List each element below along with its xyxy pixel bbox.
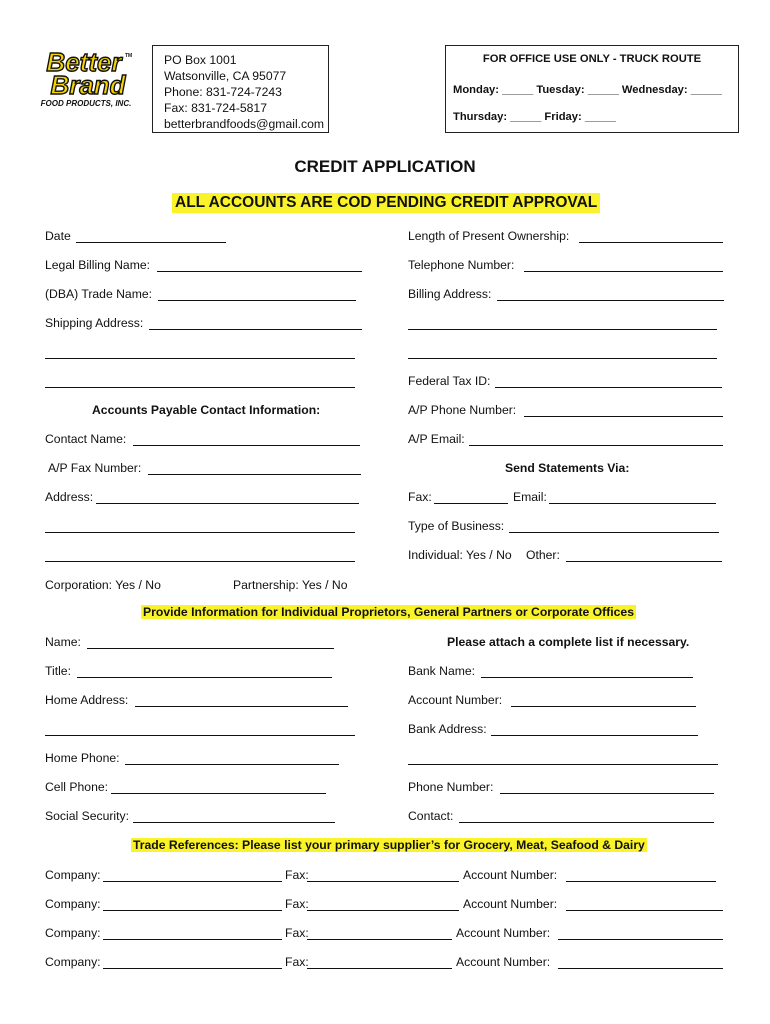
statements-heading: Send Statements Via: <box>505 461 630 475</box>
ap-phone-label: A/P Phone Number: <box>408 403 517 417</box>
bank-name-label: Bank Name: <box>408 664 476 678</box>
bank-address-field[interactable] <box>491 735 698 736</box>
trade-fax-label: Fax: <box>285 955 309 969</box>
trade-company-label: Company: <box>45 926 101 940</box>
ap-contact-heading: Accounts Payable Contact Information: <box>92 403 321 417</box>
trade-company-label: Company: <box>45 897 101 911</box>
attach-list-note: Please attach a complete list if necessary. <box>447 635 690 649</box>
trade-company-label: Company: <box>45 868 101 882</box>
shipping-address-label: Shipping Address: <box>45 316 144 330</box>
ownership-label: Length of Present Ownership: <box>408 229 570 243</box>
legal-billing-name-label: Legal Billing Name: <box>45 258 151 272</box>
federal-tax-label: Federal Tax ID: <box>408 374 491 388</box>
address-field[interactable] <box>96 503 359 504</box>
truck-route-row1: Monday: _____ Tuesday: _____ Wednesday: _____ <box>453 84 722 96</box>
trade-account-label: Account Number: <box>463 868 558 882</box>
shipping-address-field[interactable] <box>149 329 362 330</box>
bank-phone-label: Phone Number: <box>408 780 494 794</box>
home-address-label: Home Address: <box>45 693 129 707</box>
billing-address-field[interactable] <box>497 300 724 301</box>
business-type-label: Type of Business: <box>408 519 505 533</box>
ap-email-field[interactable] <box>469 445 723 446</box>
social-security-field[interactable] <box>133 822 335 823</box>
trade-fax-field[interactable] <box>307 968 452 969</box>
billing-address-line2[interactable] <box>408 329 717 330</box>
other-label: Other: <box>526 548 560 562</box>
trade-company-label: Company: <box>45 955 101 969</box>
account-number-label: Account Number: <box>408 693 503 707</box>
bank-address-label: Bank Address: <box>408 722 487 736</box>
telephone-field[interactable] <box>524 271 723 272</box>
svg-text:Better: Better <box>46 47 122 77</box>
trade-fax-label: Fax: <box>285 926 309 940</box>
trade-fax-label: Fax: <box>285 868 309 882</box>
city-state: Watsonville, CA 95077 <box>164 69 287 83</box>
other-field[interactable] <box>566 561 722 562</box>
billing-address-label: Billing Address: <box>408 287 492 301</box>
address-label: Address: <box>45 490 94 504</box>
legal-billing-name-field[interactable] <box>157 271 362 272</box>
po-box: PO Box 1001 <box>164 53 237 67</box>
date-label: Date <box>45 229 71 243</box>
svg-text:Brand: Brand <box>50 70 126 100</box>
trade-account-field[interactable] <box>566 881 716 882</box>
trade-company-field[interactable] <box>103 968 282 969</box>
trade-references-heading: Trade References: Please list your primary supplier’s for Grocery, Meat, Seafood & Dairy <box>133 838 645 852</box>
home-phone-field[interactable] <box>125 764 339 765</box>
ap-email-label: A/P Email: <box>408 432 465 446</box>
phone: Phone: 831-724-7243 <box>164 85 282 99</box>
truck-route-row2: Thursday: _____ Friday: _____ <box>453 111 616 123</box>
telephone-label: Telephone Number: <box>408 258 515 272</box>
fax: Fax: 831-724-5817 <box>164 101 267 115</box>
date-field[interactable] <box>76 242 226 243</box>
page-title: CREDIT APPLICATION <box>294 157 476 176</box>
business-type-field[interactable] <box>509 532 719 533</box>
home-address-field[interactable] <box>135 706 348 707</box>
svg-text:TM: TM <box>125 53 133 59</box>
office-use-title: FOR OFFICE USE ONLY - TRUCK ROUTE <box>482 53 702 65</box>
ap-phone-field[interactable] <box>524 416 723 417</box>
title-label: Title: <box>45 664 71 678</box>
better-brand-logo <box>34 44 138 114</box>
company-address-box <box>152 45 329 133</box>
ap-fax-field[interactable] <box>148 474 361 475</box>
bank-contact-field[interactable] <box>459 822 714 823</box>
home-phone-label: Home Phone: <box>45 751 120 765</box>
bank-address-line2[interactable] <box>408 764 718 765</box>
trade-account-label: Account Number: <box>456 926 551 940</box>
shipping-address-line3[interactable] <box>45 387 355 388</box>
contact-name-field[interactable] <box>133 445 360 446</box>
trade-fax-field[interactable] <box>307 910 459 911</box>
cod-notice: ALL ACCOUNTS ARE COD PENDING CREDIT APPROVAL <box>172 193 600 213</box>
trade-account-field[interactable] <box>558 968 723 969</box>
trade-fax-field[interactable] <box>307 939 452 940</box>
social-security-label: Social Security: <box>45 809 129 823</box>
account-number-field[interactable] <box>511 706 696 707</box>
statements-fax-field[interactable] <box>434 503 508 504</box>
address-line2[interactable] <box>45 532 355 533</box>
office-use-box <box>445 45 739 133</box>
shipping-address-line2[interactable] <box>45 358 355 359</box>
trade-fax-label: Fax: <box>285 897 309 911</box>
dba-trade-name-label: (DBA) Trade Name: <box>45 287 153 301</box>
trade-company-field[interactable] <box>103 910 282 911</box>
statements-email-field[interactable] <box>549 503 716 504</box>
trade-account-field[interactable] <box>558 939 723 940</box>
trade-fax-field[interactable] <box>307 881 459 882</box>
bank-name-field[interactable] <box>481 677 693 678</box>
trade-account-label: Account Number: <box>456 955 551 969</box>
bank-contact-label: Contact: <box>408 809 454 823</box>
individual-info-heading: Provide Information for Individual Proprietors, General Partners or Corporate Offices <box>143 605 634 619</box>
home-address-line2[interactable] <box>45 735 355 736</box>
federal-tax-field[interactable] <box>495 387 722 388</box>
contact-name-label: Contact Name: <box>45 432 127 446</box>
name-label: Name: <box>45 635 81 649</box>
corporation-yes-no[interactable]: Corporation: Yes / No <box>45 578 161 592</box>
ownership-field[interactable] <box>579 242 723 243</box>
trade-account-label: Account Number: <box>463 897 558 911</box>
email: betterbrandfoods@gmail.com <box>164 117 325 131</box>
name-field[interactable] <box>87 648 334 649</box>
ap-fax-label: A/P Fax Number: <box>48 461 142 475</box>
svg-text:FOOD PRODUCTS, INC.: FOOD PRODUCTS, INC. <box>40 99 132 108</box>
trade-company-field[interactable] <box>103 881 282 882</box>
title-field[interactable] <box>77 677 332 678</box>
billing-address-line3[interactable] <box>408 358 717 359</box>
partnership-yes-no[interactable]: Partnership: Yes / No <box>233 578 348 592</box>
trade-company-field[interactable] <box>103 939 282 940</box>
individual-yes-no[interactable]: Individual: Yes / No <box>408 548 512 562</box>
bank-phone-field[interactable] <box>500 793 714 794</box>
cell-phone-field[interactable] <box>111 793 326 794</box>
dba-trade-name-field[interactable] <box>158 300 356 301</box>
cell-phone-label: Cell Phone: <box>45 780 109 794</box>
trade-account-field[interactable] <box>566 910 723 911</box>
statements-email-label: Email: <box>513 490 547 504</box>
statements-fax-label: Fax: <box>408 490 432 504</box>
address-line3[interactable] <box>45 561 355 562</box>
